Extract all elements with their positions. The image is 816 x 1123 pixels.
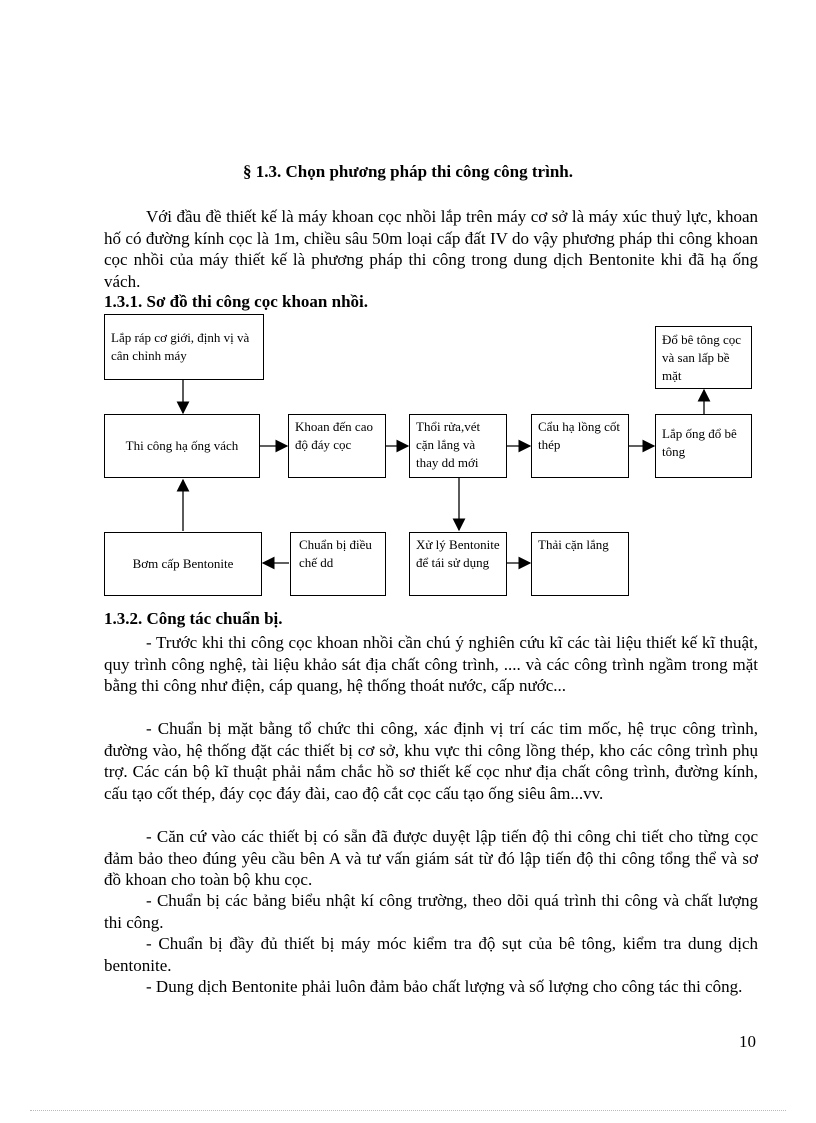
page-number: 10 xyxy=(739,1032,756,1051)
step-casing: Thi công hạ ống vách xyxy=(104,414,260,478)
section-heading: § 1.3. Chọn phương pháp thi công công trình. xyxy=(243,162,573,181)
intro-paragraph: Với đầu đề thiết kế là máy khoan cọc nhồi lắp trên máy cơ sở là máy xúc thuỷ lực, khoan hố có đường kính cọc là 1m, chiều sâu 50m loại cấp đất IV do vậy phương pháp thi công khoan cọc nhồi của máy thiết kế là phương pháp thi công trong dung dịch Bentonite khi đã hạ ống vách. xyxy=(104,207,758,291)
step-bentonite-pump: Bơm cấp Bentonite xyxy=(104,532,262,596)
prep-paragraph-6: - Dung dịch Bentonite phải luôn đảm bảo chất lượng và số lượng cho công tác thi công. xyxy=(146,977,743,996)
step-prepare-slurry: Chuẩn bị điều chế dd xyxy=(290,532,386,596)
page-divider xyxy=(30,1110,786,1111)
prep-paragraph-4: - Chuẩn bị các bảng biểu nhật kí công trường, theo dõi quá trình thi công và chất lượng thi công. xyxy=(104,891,758,932)
step-tremie-pipe: Lắp ống đổ bê tông xyxy=(655,414,752,478)
subsection-title-preparation: 1.3.2. Công tác chuẩn bị. xyxy=(104,609,283,628)
prep-paragraph-5: - Chuẩn bị đầy đủ thiết bị máy móc kiểm tra độ sụt của bê tông, kiểm tra dung dịch bentonite. xyxy=(104,934,758,975)
prep-paragraph-2: - Chuẩn bị mặt bằng tổ chức thi công, xác định vị trí các tim mốc, hệ trục công trình, đường vào, hệ thống đặt các thiết bị cơ sở, khu vực thi công lồng thép, kho các công trình phụ trợ. Các cán bộ kĩ thuật phải nắm chắc hồ sơ thiết kế cọc như địa chất công trình, đường kính, cấu tạo cốt thép, đáy cọc đáy đài, cao độ cắt cọc cấu tạo ống siêu âm...vv. xyxy=(104,719,758,803)
prep-paragraph-3: - Căn cứ vào các thiết bị có sẵn đã được duyệt lập tiến độ thi công chi tiết cho từng cọc đảm bảo theo đúng yêu cầu bên A và tư vấn giám sát từ đó lập tiến độ thi công tổng thể và sơ đồ khoan cho toàn bộ khu cọc. xyxy=(104,827,758,889)
prep-paragraph-1: - Trước khi thi công cọc khoan nhồi cần chú ý nghiên cứu kĩ các tài liệu thiết kế kĩ thuật, quy trình công nghệ, tài liệu khảo sát địa chất công trình, .... và các công trình ngầm trong mặt bằng thi công như điện, cáp quang, hệ thống thoát nước, cấp nước... xyxy=(104,633,758,695)
subsection-title-diagram: 1.3.1. Sơ đồ thi công cọc khoan nhồi. xyxy=(104,292,368,311)
step-recycle-bentonite: Xử lý Bentonite để tái sử dụng xyxy=(409,532,507,596)
step-rebar-cage: Cẩu hạ lồng cốt thép xyxy=(531,414,629,478)
step-drilling: Khoan đến cao độ đáy cọc xyxy=(288,414,386,478)
step-assemble-machine: Lắp ráp cơ giới, định vị và cân chỉnh máy xyxy=(104,314,264,380)
step-sediment-disposal: Thải cặn lắng xyxy=(531,532,629,596)
step-cleaning: Thổi rửa,vét cặn lắng và thay dd mới xyxy=(409,414,507,478)
step-concreting: Đổ bê tông cọc và san lấp bề mặt xyxy=(655,326,752,389)
